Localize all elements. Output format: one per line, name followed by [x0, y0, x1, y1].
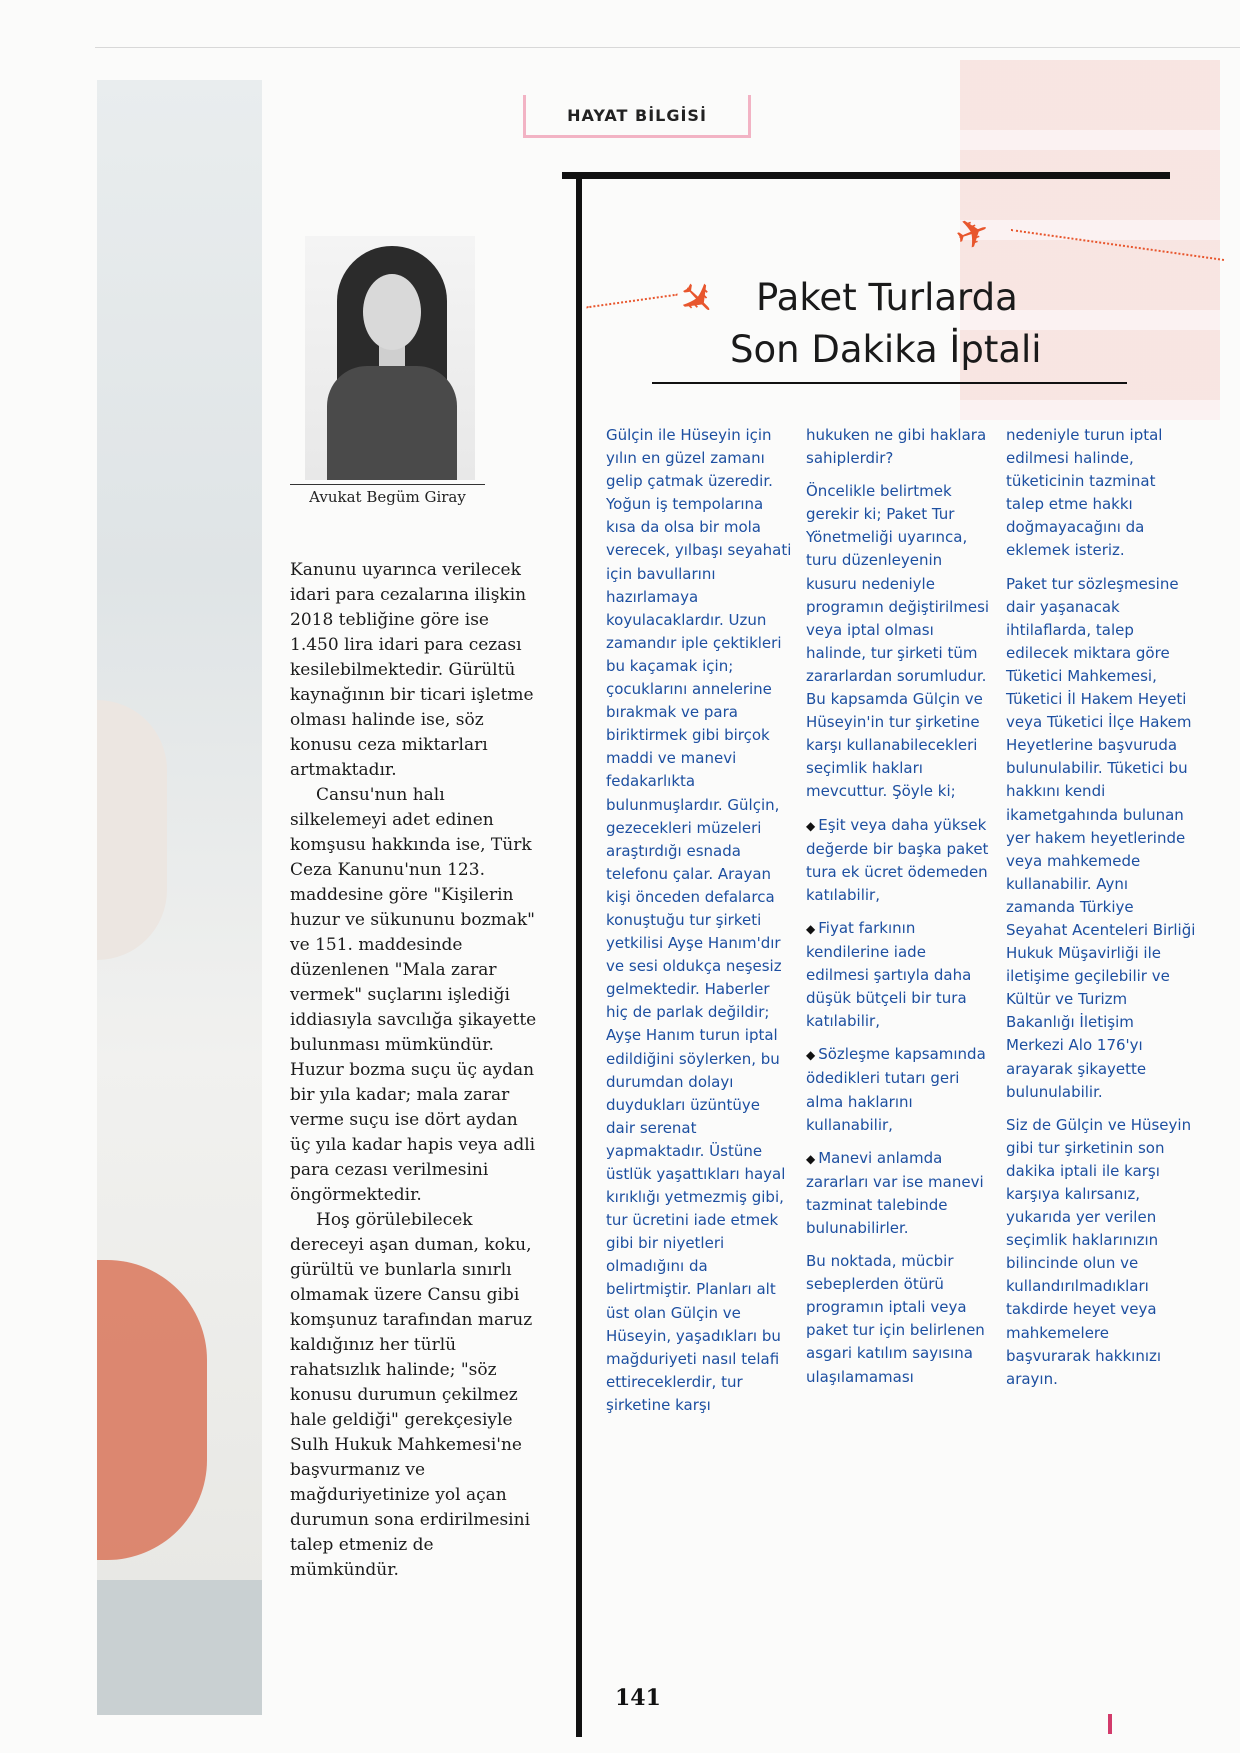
frame-top-rule [562, 172, 1170, 179]
dotted-flight-path [586, 294, 677, 309]
page-number: 141 [615, 1685, 661, 1711]
article-column-2 [806, 424, 991, 1399]
background-photo [97, 80, 262, 1715]
section-tag [523, 95, 751, 138]
paragraph: Hoş görülebilecek dereceyi aşan duman, koku, gürültü ve bunlarla sınırlı olmamak üzere Cansu gibi komşunuz tarafından maruz kaldığınız her türlü rahatsızlık halinde; "söz konusu durumun çekilmez hale geldiği" gerekçesiyle Sulh Hukuk Mahkemesi'ne başvurmanız ve mağduriyetinize yol açan durumun sona erdirilmesini talep etmeniz de mümkündür. [290, 1210, 533, 1580]
photo-shape [97, 1260, 207, 1560]
bullet-item: ◆ Fiyat farkının kendilerine iade edilmesi şartıyla daha düşük bütçeli bir tura katılabilir, [806, 918, 972, 1031]
article-title [730, 272, 1090, 376]
paragraph: Gülçin ile Hüseyin için yılın en güzel zamanı gelip çatmak üzeredir. Yoğun iş tempolarına kısa da olsa bir mola verecek, yılbaşı seyahati için bavullarını hazırlamaya koyulacaklardır. Uzun zamandır iple çektikleri bu kaçamak için; çocuklarını annelerine bırakmak ve para biriktirmek gibi birçok maddi ve manevi fedakarlıkta bulunmuşlardır. Gülçin, gezecekleri müzeleri araştırdığı esnada telefonu çalar. Arayan kişi önceden defalarca konuştuğu tur şirketi yetkilisi Ayşe Hanım'dır ve sesi oldukça neşesiz gelmektedir. Haberler hiç de parlak değildir; Ayşe Hanım turun iptal edildiğini söylerken, bu durumdan dolayı duydukları üzüntüye dair serenat yapmaktadır. Üstüne üstlük yaşattıkları hayal kırıklığı yetmezmiş gibi, tur ücretini iade etmek gibi bir niyetleri olmadığını da belirtmiştir. Planları alt üst olan Gülçin ve Hüseyin, yaşadıkları bu mağduriyeti nasıl telafi ettireceklerdir, tur şirketine karşı [606, 426, 792, 1414]
title-line: Paket Turlarda [756, 276, 1018, 319]
author-caption: Avukat Begüm Giray [309, 488, 466, 506]
bullet-item: ◆ Eşit veya daha yüksek değerde bir başka paket tura ek ücret ödemeden katılabilir, [806, 815, 989, 904]
article-column-1 [606, 424, 792, 1427]
diamond-bullet-icon: ◆ [806, 818, 816, 833]
bullet-item: ◆ Manevi anlamda zararları var ise manevi tazminat talebinde bulunabilirler. [806, 1148, 984, 1237]
paragraph: Öncelikle belirtmek gerekir ki; Paket Tur Yönetmeliği uyarınca, turu düzenleyenin kusuru nedeniyle programın değiştirilmesi veya iptal olması halinde, tur şirketi tüm zararlardan sorumludur. Bu kapsamda Gülçin ve Hüseyin'in tur şirketine karşı kullanabilecekleri seçimlik hakları mevcuttur. Şöyle ki; [806, 482, 990, 801]
paragraph: hukuken ne gibi haklara sahiplerdir? [806, 426, 987, 468]
title-line: Son Dakika İptali [730, 328, 1042, 371]
airplane-icon: ✈ [949, 206, 997, 262]
airplane-icon: ✈ [665, 268, 728, 331]
page-accent-bar [1108, 1714, 1112, 1734]
title-rule [652, 382, 1127, 384]
paragraph: Paket tur sözleşmesine dair yaşanacak ihtilaflarda, talep edilecek miktara göre Tüketici Mahkemesi, Tüketici İl Hakem Heyeti veya Tüketici İlçe Hakem Heyetlerine başvuruda bulunulabilir. Tüketici bu hakkını kendi ikametgahında bulunan yer hakem heyetlerinde veya mahkemede kullanabilir. Aynı zamanda Türkiye Seyahat Acenteleri Birliği Hukuk Müşavirliği ile iletişime geçilebilir ve Kültür ve Turizm Bakanlığı İletişim Merkezi Alo 176'yı arayarak şikayette bulunulabilir. [1006, 574, 1196, 1101]
caption-rule [290, 484, 485, 485]
article-column-3 [1006, 424, 1196, 1401]
diamond-bullet-icon: ◆ [806, 1151, 816, 1166]
photo-shape [97, 700, 167, 960]
paragraph: Siz de Gülçin ve Hüseyin gibi tur şirketinin son dakika iptali ile karşı karşıya kalırsanız, yukarıda yer verilen seçimlik haklarınızın bilincinde olun ve kullandırılmadıkları takdirde heyet veya mahkemelere başvurarak hakkınızı arayın. [1006, 1115, 1192, 1388]
diamond-bullet-icon: ◆ [806, 1048, 816, 1063]
diamond-bullet-icon: ◆ [806, 921, 816, 936]
paragraph: Cansu'nun halı silkelemeyi adet edinen komşusu hakkında ise, Türk Ceza Kanunu'nun 123. maddesine göre "Kişilerin huzur ve sükununu bozmak" ve 151. maddesinde düzenlenen "Mala zarar vermek" suçlarını işlediği iddiasıyla savcılığa şikayette bulunması mümkündür. Huzur bozma suçu üç aydan bir yıla kadar; mala zarar verme suçu ise dört aydan üç yıla kadar hapis veya adli para cezası verilmesini öngörmektedir. [290, 785, 537, 1205]
section-label: HAYAT BİLGİSİ [567, 105, 707, 125]
frame-left-rule [576, 172, 582, 1737]
left-column-text [290, 558, 538, 1583]
paragraph: Kanunu uyarınca verilecek idari para cezalarına ilişkin 2018 tebliğine göre ise 1.450 lira idari para cezası kesilebilmektedir. Gürültü kaynağının bir ticari işletme olması halinde ise, söz konusu ceza miktarları artmaktadır. [290, 560, 534, 780]
paragraph: Bu noktada, mücbir sebeplerden ötürü programın iptali veya paket tur için belirlenen asgari katılım sayısına ulaşılamaması [806, 1252, 985, 1386]
top-rule [95, 47, 1240, 48]
photo-shape [97, 1580, 262, 1715]
author-photo [305, 236, 475, 480]
paragraph: nedeniyle turun iptal edilmesi halinde, tüketicinin tazminat talep etme hakkı doğmayacağını da eklemek isteriz. [1006, 426, 1163, 560]
bullet-item: ◆ Sözleşme kapsamında ödedikleri tutarı geri alma haklarını kullanabilir, [806, 1045, 986, 1134]
